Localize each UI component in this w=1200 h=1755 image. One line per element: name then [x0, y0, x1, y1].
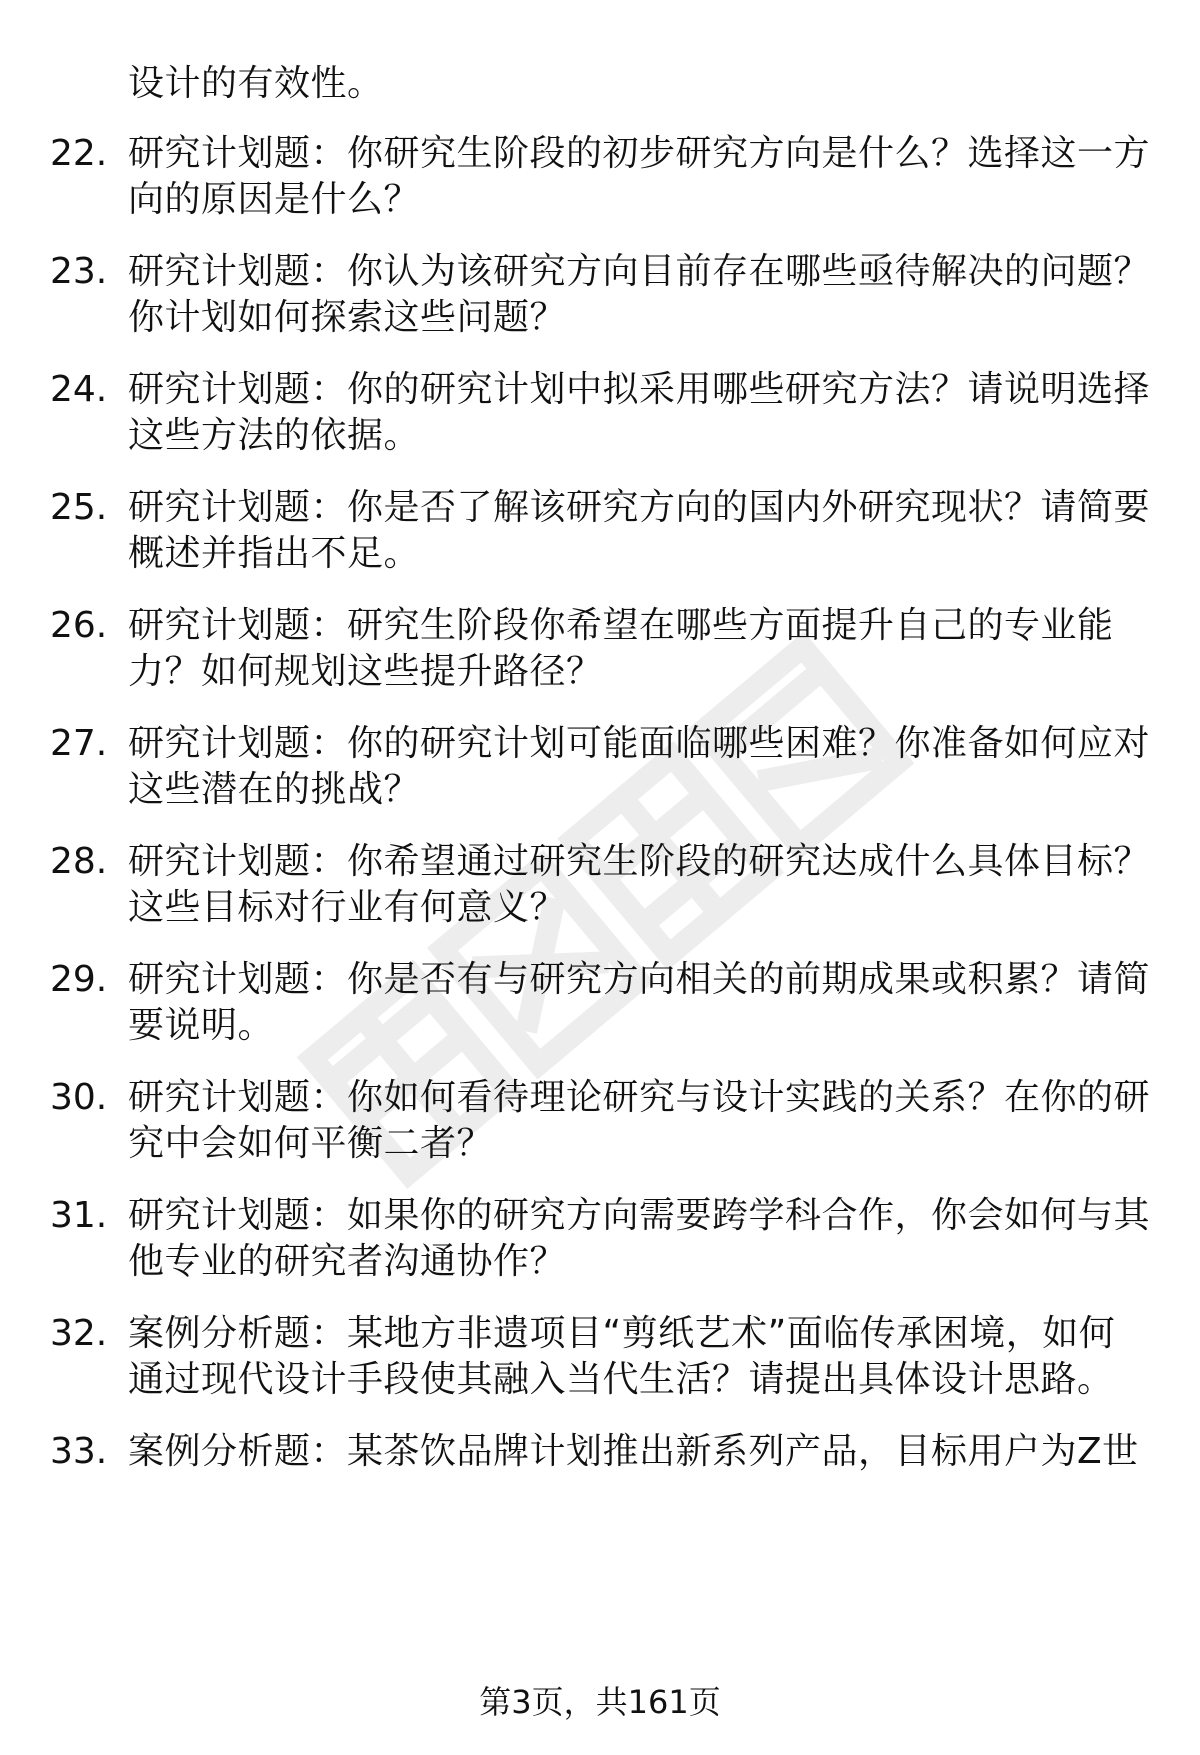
item-text-line: 这些方法的依据。	[128, 415, 421, 456]
item-text-line: 这些目标对行业有何意义？	[128, 887, 567, 928]
item-number: 27.	[50, 723, 108, 764]
item-text-line: 概述并指出不足。	[128, 533, 421, 574]
item-number: 30.	[50, 1077, 108, 1118]
item-text-line: 研究计划题：你是否有与研究方向相关的前期成果或积累？请简	[128, 959, 1151, 1000]
item-text-line: 研究计划题：研究生阶段你希望在哪些方面提升自己的专业能	[128, 605, 1114, 646]
item-text-line: 研究计划题：你研究生阶段的初步研究方向是什么？选择这一方	[128, 133, 1151, 174]
item-text-line: 究中会如何平衡二者？	[128, 1123, 494, 1164]
page-footer: 第3页，共161页	[479, 1683, 721, 1721]
item-number: 24.	[50, 369, 108, 410]
item-text-line: 案例分析题：某地方非遗项目“剪纸艺术”面临传承困境，如何	[128, 1313, 1116, 1354]
item-number: 33.	[50, 1431, 108, 1472]
item-text-line: 这些潜在的挑战？	[128, 769, 421, 810]
item-text-line: 你计划如何探索这些问题？	[128, 297, 567, 338]
item-text-line: 研究计划题：你的研究计划中拟采用哪些研究方法？请说明选择	[128, 369, 1151, 410]
item-text-line: 向的原因是什么？	[128, 179, 421, 220]
item-number: 28.	[50, 841, 108, 882]
item-text-line: 要说明。	[128, 1005, 275, 1046]
item-text-line: 通过现代设计手段使其融入当代生活？请提出具体设计思路。	[128, 1359, 1114, 1400]
item-number: 22.	[50, 133, 108, 174]
item-text-line: 研究计划题：你如何看待理论研究与设计实践的关系？在你的研	[128, 1077, 1151, 1118]
item-text-line: 研究计划题：你的研究计划可能面临哪些困难？你准备如何应对	[128, 723, 1151, 764]
item-text-line: 力？如何规划这些提升路径？	[128, 651, 603, 692]
item-number: 23.	[50, 251, 108, 292]
item-text-line: 研究计划题：你认为该研究方向目前存在哪些亟待解决的问题？	[128, 251, 1151, 292]
item-number: 32.	[50, 1313, 108, 1354]
item-text-line: 案例分析题：某茶饮品牌计划推出新系列产品，目标用户为Z世	[128, 1431, 1139, 1472]
item-number: 26.	[50, 605, 108, 646]
item-text-line: 他专业的研究者沟通协作？	[128, 1241, 567, 1282]
item-text-line: 研究计划题：你是否了解该研究方向的国内外研究现状？请简要	[128, 487, 1151, 528]
continuation-text: 设计的有效性。	[128, 63, 384, 104]
item-text-line: 研究计划题：你希望通过研究生阶段的研究达成什么具体目标？	[128, 841, 1151, 882]
item-number: 29.	[50, 959, 108, 1000]
item-text-line: 研究计划题：如果你的研究方向需要跨学科合作，你会如何与其	[128, 1195, 1151, 1236]
item-number: 31.	[50, 1195, 108, 1236]
item-number: 25.	[50, 487, 108, 528]
